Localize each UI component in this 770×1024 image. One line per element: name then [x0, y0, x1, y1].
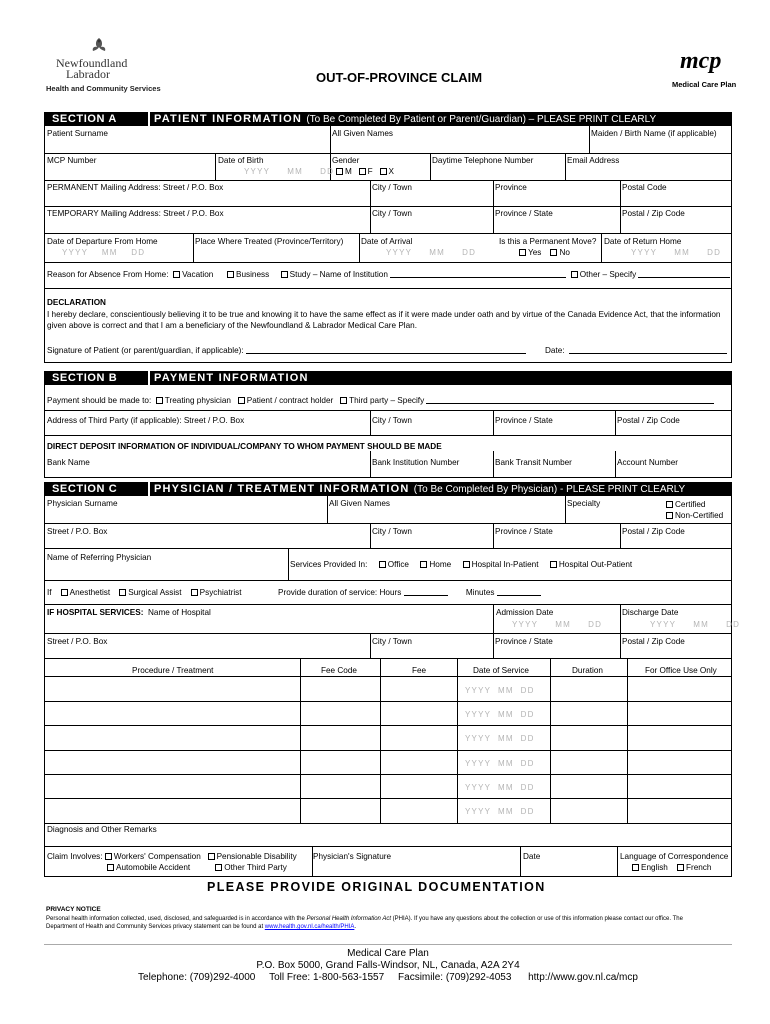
- declaration-text-2: given above is correct and that I am a beneficiary of the Newfoundland & Labrador Medical Care Plan.: [47, 321, 418, 330]
- non-certified-option: Non-Certified: [666, 511, 723, 521]
- departure-date-field[interactable]: Date of Departure From Home: [47, 237, 158, 246]
- arrival-date-placeholder: YYYY MM DD: [386, 248, 477, 257]
- section-c-title: PHYSICIAN / TREATMENT INFORMATION: [154, 483, 410, 495]
- privacy-text-1: Personal health information collected, used, disclosed, and safeguarded is in accordance with the Personal Health Information Act (PHIA). If you have any questions about the collection or use of this information please contact our office. The: [46, 916, 683, 922]
- treating-physician-checkbox[interactable]: [156, 397, 163, 404]
- temp-postal-field[interactable]: Postal / Zip Code: [622, 209, 685, 218]
- diagnosis-field[interactable]: Diagnosis and Other Remarks: [47, 825, 157, 834]
- physician-surname-field[interactable]: Physician Surname: [47, 499, 118, 508]
- workers-comp-checkbox[interactable]: [105, 853, 112, 860]
- perm-province-field[interactable]: Province: [495, 183, 527, 192]
- gender-label: Gender: [332, 156, 360, 165]
- hospital-province-field[interactable]: Province / State: [495, 637, 553, 646]
- dob-field[interactable]: Date of Birth: [218, 156, 264, 165]
- col-date-of-service: Date of Service: [473, 666, 529, 675]
- temp-address-field[interactable]: TEMPORARY Mailing Address: Street / P.O. Box: [47, 209, 224, 218]
- footer-line-1: Medical Care Plan: [347, 948, 429, 959]
- study-checkbox[interactable]: [281, 271, 288, 278]
- admission-date-placeholder: YYYY MM DD: [512, 620, 603, 629]
- org-dept: Health and Community Services: [46, 84, 161, 93]
- section-a-label: SECTION A: [52, 113, 117, 125]
- service-date-placeholder-5[interactable]: YYYY MM DD: [465, 783, 535, 792]
- temp-province-field[interactable]: Province / State: [495, 209, 553, 218]
- privacy-heading: PRIVACY NOTICE: [46, 906, 101, 913]
- non-certified-checkbox[interactable]: [666, 512, 673, 519]
- physician-signature-field[interactable]: Physician's Signature: [313, 852, 392, 861]
- section-c-label: SECTION C: [52, 483, 118, 495]
- specialty-field[interactable]: Specialty: [567, 499, 601, 508]
- place-treated-field[interactable]: Place Where Treated (Province/Territory): [195, 237, 344, 246]
- payment-to-row: Payment should be made to: Treating physician Patient / contract holder Third party – Specify: [47, 396, 714, 406]
- hours-input[interactable]: [404, 588, 448, 596]
- footer: [44, 948, 732, 984]
- hospital-services-row: IF HOSPITAL SERVICES: Name of Hospital: [47, 608, 211, 617]
- permanent-move-options: Yes No: [519, 248, 570, 258]
- services-provided-row: Services Provided In: Office Home Hospital In-Patient Hospital Out-Patient: [290, 560, 633, 569]
- hospital-out-checkbox[interactable]: [550, 561, 557, 568]
- patient-signature-row: Signature of Patient (or parent/guardian, if applicable):: [47, 346, 526, 356]
- physician-street-field[interactable]: Street / P.O. Box: [47, 527, 108, 536]
- section-a-title: PATIENT INFORMATION: [154, 113, 303, 125]
- physician-given-names-field[interactable]: All Given Names: [329, 499, 390, 508]
- patient-surname-field[interactable]: Patient Surname: [47, 129, 108, 138]
- privacy-text-2: Department of Health and Community Services privacy statement can be found at www.health.gov.nl.ca/health/PHIA.: [46, 924, 357, 930]
- section-a-header: [44, 112, 732, 126]
- bank-institution-field[interactable]: Bank Institution Number: [372, 458, 460, 467]
- gender-m-checkbox[interactable]: [336, 168, 343, 175]
- perm-city-field[interactable]: City / Town: [372, 183, 412, 192]
- maiden-name-field[interactable]: Maiden / Birth Name (if applicable): [591, 129, 717, 138]
- physician-city-field[interactable]: City / Town: [372, 527, 412, 536]
- claim-involves-row-1: Claim Involves: Workers' Compensation Pensionable Disability: [47, 852, 297, 861]
- certified-option: Certified: [666, 500, 706, 510]
- departure-date-placeholder: YYYY MM DD: [62, 248, 146, 257]
- section-a-grid: [44, 126, 732, 289]
- col-duration: Duration: [572, 666, 603, 675]
- referring-physician-field[interactable]: Name of Referring Physician: [47, 553, 152, 562]
- account-number-field[interactable]: Account Number: [617, 458, 678, 467]
- role-row: If Anesthetist Surgical Assist Psychiatrist: [47, 588, 242, 597]
- absence-reason-row: Reason for Absence From Home: Vacation Business Study – Name of Institution Other – Specify: [47, 270, 730, 280]
- business-checkbox[interactable]: [227, 271, 234, 278]
- french-checkbox[interactable]: [677, 864, 684, 871]
- permanent-move-label: Is this a Permanent Move?: [499, 237, 597, 246]
- english-checkbox[interactable]: [632, 864, 639, 871]
- col-office-use: For Office Use Only: [645, 666, 717, 675]
- auto-accident-checkbox[interactable]: [107, 864, 114, 871]
- mcp-number-field[interactable]: MCP Number: [47, 156, 97, 165]
- home-checkbox[interactable]: [420, 561, 427, 568]
- hospital-city-field[interactable]: City / Town: [372, 637, 412, 646]
- gender-f-checkbox[interactable]: [359, 168, 366, 175]
- admission-date-field[interactable]: Admission Date: [496, 608, 554, 617]
- footer-line-3: Telephone: (709)292-4000 Toll Free: 1-800-563-1557 Facsimile: (709)292-4053 http://www.gov.nl.ca/mcp: [138, 972, 638, 983]
- psychiatrist-checkbox[interactable]: [191, 589, 198, 596]
- dob-placeholder: YYYY MM DD: [244, 167, 335, 176]
- perm-address-field[interactable]: PERMANENT Mailing Address: Street / P.O. Box: [47, 183, 224, 192]
- language-label: Language of Correspondence: [620, 852, 729, 861]
- section-c-header: [44, 482, 732, 496]
- section-b-title: PAYMENT INFORMATION: [154, 372, 309, 384]
- hospital-postal-field[interactable]: Postal / Zip Code: [622, 637, 685, 646]
- declaration-text-1: I hereby declare, conscientiously believing it to be true and knowing it to have the same effect as if it were made under oath and by virtue of the Canada Evidence Act, that the information: [47, 310, 721, 319]
- section-b-label: SECTION B: [52, 372, 118, 384]
- surgical-assist-checkbox[interactable]: [119, 589, 126, 596]
- third-party-checkbox[interactable]: [340, 397, 347, 404]
- service-date-placeholder-3[interactable]: YYYY MM DD: [465, 734, 535, 743]
- physician-postal-field[interactable]: Postal / Zip Code: [622, 527, 685, 536]
- section-a-subtitle: (To Be Completed By Patient or Parent/Guardian) – PLEASE PRINT CLEARLY: [306, 114, 657, 125]
- move-yes-checkbox[interactable]: [519, 249, 526, 256]
- temp-city-field[interactable]: City / Town: [372, 209, 412, 218]
- email-field[interactable]: Email Address: [567, 156, 620, 165]
- gender-x-checkbox[interactable]: [380, 168, 387, 175]
- third-party-city-field[interactable]: City / Town: [372, 416, 412, 425]
- original-documentation-notice: PLEASE PROVIDE ORIGINAL DOCUMENTATION: [207, 880, 546, 894]
- other-third-party-checkbox[interactable]: [215, 864, 222, 871]
- office-checkbox[interactable]: [379, 561, 386, 568]
- vacation-checkbox[interactable]: [173, 271, 180, 278]
- service-date-placeholder-6[interactable]: YYYY MM DD: [465, 807, 535, 816]
- section-b-header: [44, 371, 732, 385]
- bank-transit-field[interactable]: Bank Transit Number: [495, 458, 572, 467]
- third-party-province-field[interactable]: Province / State: [495, 416, 553, 425]
- other-specify-input[interactable]: [638, 270, 730, 278]
- patient-date-row: Date:: [545, 346, 727, 356]
- declaration-heading: DECLARATION: [47, 298, 106, 307]
- phia-link[interactable]: www.health.gov.nl.ca/health/PHIA: [264, 924, 355, 930]
- third-party-specify-input[interactable]: [426, 396, 714, 404]
- patient-holder-checkbox[interactable]: [238, 397, 245, 404]
- direct-deposit-heading: DIRECT DEPOSIT INFORMATION OF INDIVIDUAL/COMPANY TO WHOM PAYMENT SHOULD BE MADE: [47, 442, 442, 451]
- language-options: English French: [632, 863, 711, 873]
- bank-name-field[interactable]: Bank Name: [47, 458, 90, 467]
- daytime-phone-field[interactable]: Daytime Telephone Number: [432, 156, 534, 165]
- pitcher-plant-icon: [88, 36, 110, 56]
- other-checkbox[interactable]: [571, 271, 578, 278]
- return-date-field[interactable]: Date of Return Home: [604, 237, 682, 246]
- minutes-input[interactable]: [497, 588, 541, 596]
- patient-signature-input[interactable]: [246, 346, 526, 354]
- discharge-date-field[interactable]: Discharge Date: [622, 608, 679, 617]
- footer-line-2: P.O. Box 5000, Grand Falls-Windsor, NL, Canada, A2A 2Y4: [256, 960, 520, 971]
- col-fee-code: Fee Code: [321, 666, 357, 675]
- footer-divider: [44, 944, 732, 945]
- service-date-placeholder-4[interactable]: YYYY MM DD: [465, 759, 535, 768]
- gender-options: M F X: [336, 167, 394, 177]
- col-procedure: Procedure / Treatment: [132, 666, 214, 675]
- patient-date-input[interactable]: [569, 346, 727, 354]
- mcp-logo: mcp: [680, 48, 722, 74]
- col-fee: Fee: [412, 666, 427, 675]
- mcp-subtitle: Medical Care Plan: [672, 80, 737, 89]
- discharge-date-placeholder: YYYY MM DD: [650, 620, 741, 629]
- org-name-line1: Newfoundland: [56, 56, 128, 70]
- arrival-date-field[interactable]: Date of Arrival: [361, 237, 413, 246]
- hospital-street-field[interactable]: Street / P.O. Box: [47, 637, 108, 646]
- duration-row: Provide duration of service: Hours Minutes: [278, 588, 541, 598]
- section-c-subtitle: (To Be Completed By Physician) - PLEASE PRINT CLEARLY: [413, 484, 686, 495]
- return-date-placeholder: YYYY MM DD: [631, 248, 722, 257]
- hospital-in-checkbox[interactable]: [463, 561, 470, 568]
- org-name-line2: Labrador: [66, 67, 110, 81]
- third-party-address-field[interactable]: Address of Third Party (if applicable): Street / P.O. Box: [47, 416, 245, 425]
- pensionable-checkbox[interactable]: [208, 853, 215, 860]
- physician-province-field[interactable]: Province / State: [495, 527, 553, 536]
- institution-input[interactable]: [390, 270, 566, 278]
- perm-postal-field[interactable]: Postal Code: [622, 183, 667, 192]
- given-names-field[interactable]: All Given Names: [332, 129, 393, 138]
- hospital-name-field[interactable]: Name of Hospital: [148, 608, 211, 617]
- physician-date-field[interactable]: Date: [523, 852, 541, 861]
- claim-involves-row-2: Automobile Accident Other Third Party: [107, 863, 287, 873]
- service-date-placeholder-1[interactable]: YYYY MM DD: [465, 686, 535, 695]
- third-party-postal-field[interactable]: Postal / Zip Code: [617, 416, 680, 425]
- service-date-placeholder-2[interactable]: YYYY MM DD: [465, 710, 535, 719]
- form-title: OUT-OF-PROVINCE CLAIM: [316, 70, 483, 85]
- anesthetist-checkbox[interactable]: [61, 589, 68, 596]
- move-no-checkbox[interactable]: [550, 249, 557, 256]
- certified-checkbox[interactable]: [666, 501, 673, 508]
